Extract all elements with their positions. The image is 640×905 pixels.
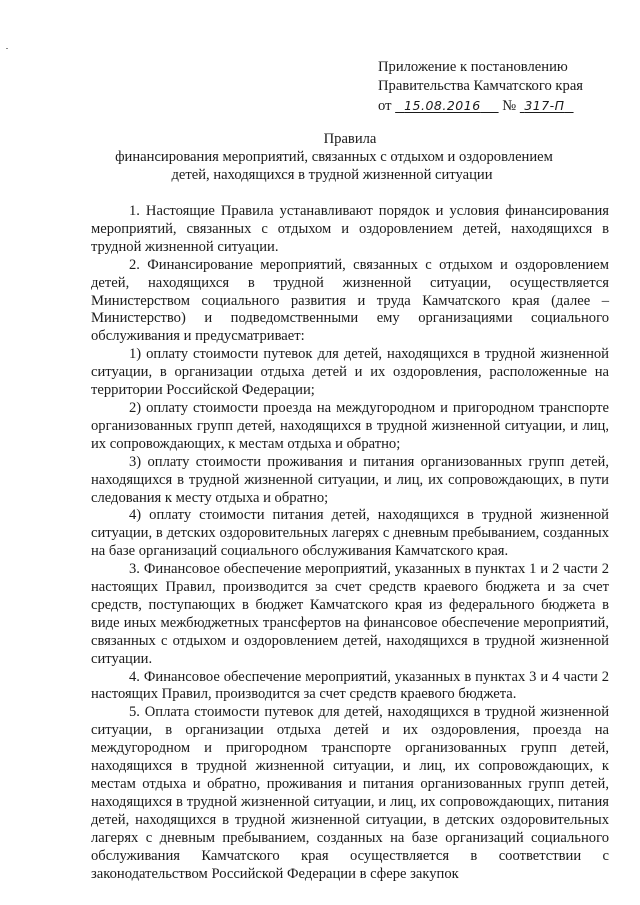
paragraph: 2. Финансирование мероприятий, связанных с отдыхом и оздоровлением детей, находящихся в трудной жизненной ситуации, осуществляется Министерством социального развития и труда Камчатского края (далее – Министерство) и подведомственными ему организациями социального обслуживания и предусматривает: xyxy=(91,256,609,345)
scan-speck xyxy=(6,48,8,49)
paragraph: 4. Финансовое обеспечение мероприятий, указанных в пунктах 3 и 4 части 2 настоящих Правил, производится за счет средств краевого бюджета. xyxy=(91,668,609,703)
appendix-header xyxy=(378,58,583,116)
paragraph: 3) оплату стоимости проживания и питания организованных групп детей, находящихся в трудной жизненной ситуации, и лиц, их сопровождающих, в пути следования к месту отдыха и обратно; xyxy=(91,453,609,506)
appendix-line-2: Правительства Камчатского края xyxy=(378,78,584,94)
paragraph: 3. Финансовое обеспечение мероприятий, указанных в пунктах 1 и 2 части 2 настоящих Правил, производится за счет средств краевого бюджета и за счет средств, поступающих в бюджет Камчатского края из федерального бюджета в виде иных межбюджетных трансфертов на финансовое обеспечение мероприятий, связанных с отдыхом и оздоровлением детей, находящихся в трудной жизненной ситуации. xyxy=(91,561,609,667)
date-value: 15.08.2016 xyxy=(404,98,481,113)
title-line-1: Правила xyxy=(323,131,377,147)
document-body xyxy=(91,203,609,883)
paragraph: 5. Оплата стоимости путевок для детей, находящихся в трудной жизненной ситуации, в организации отдыха детей и их оздоровления, проезда на междугородном и пригородном транспорте организованных групп детей, находящихся в трудной жизненной ситуации, и лиц, их сопровождающих, к местам отдыха и обратно, проживания и питания организованных групп детей, находящихся в трудной жизненной ситуации, и лиц, их сопровождающих, питания детей, находящихся в трудной жизненной ситуации, в детских оздоровительных лагерях с дневным пребыванием, созданных на базе организаций социального обслуживания Камчатского края осуществляется в соответствии с законодательством Российской Федерации в сфере закупок xyxy=(91,704,609,882)
document-title xyxy=(0,130,640,184)
title-line-3: детей, находящихся в трудной жизненной ситуации xyxy=(171,167,493,183)
paragraph: 2) оплату стоимости проезда на междугородном и пригородном транспорте организованных групп детей, находящихся в трудной жизненной ситуации, и лиц, их сопровождающих, к местам отдыха и обратно; xyxy=(91,399,609,452)
appendix-date-line xyxy=(378,96,583,116)
paragraph: 1) оплату стоимости путевок для детей, находящихся в трудной жизненной ситуации, в организации отдыха детей и их оздоровления, расположенные на территории Российской Федерации; xyxy=(91,346,609,399)
handwritten-number xyxy=(520,98,574,113)
handwritten-date xyxy=(395,98,498,113)
paragraph: 4) оплату стоимости питания детей, находящихся в трудной жизненной ситуации, в детских оздоровительных лагерях с дневным пребыванием, созданных на базе организаций социального обслуживания Камчатского края. xyxy=(91,507,609,560)
appendix-line-1: Приложение к постановлению xyxy=(378,59,568,75)
from-label: от xyxy=(378,98,392,114)
number-value: 317-П xyxy=(524,98,565,113)
title-line-2: финансирования мероприятий, связанных с отдыхом и оздоровлением xyxy=(115,149,553,165)
paragraph: 1. Настоящие Правила устанавливают порядок и условия финансирования мероприятий, связанных с отдыхом и оздоровлением детей, находящихся в трудной жизненной ситуации. xyxy=(91,203,609,255)
number-label: № xyxy=(502,98,517,114)
